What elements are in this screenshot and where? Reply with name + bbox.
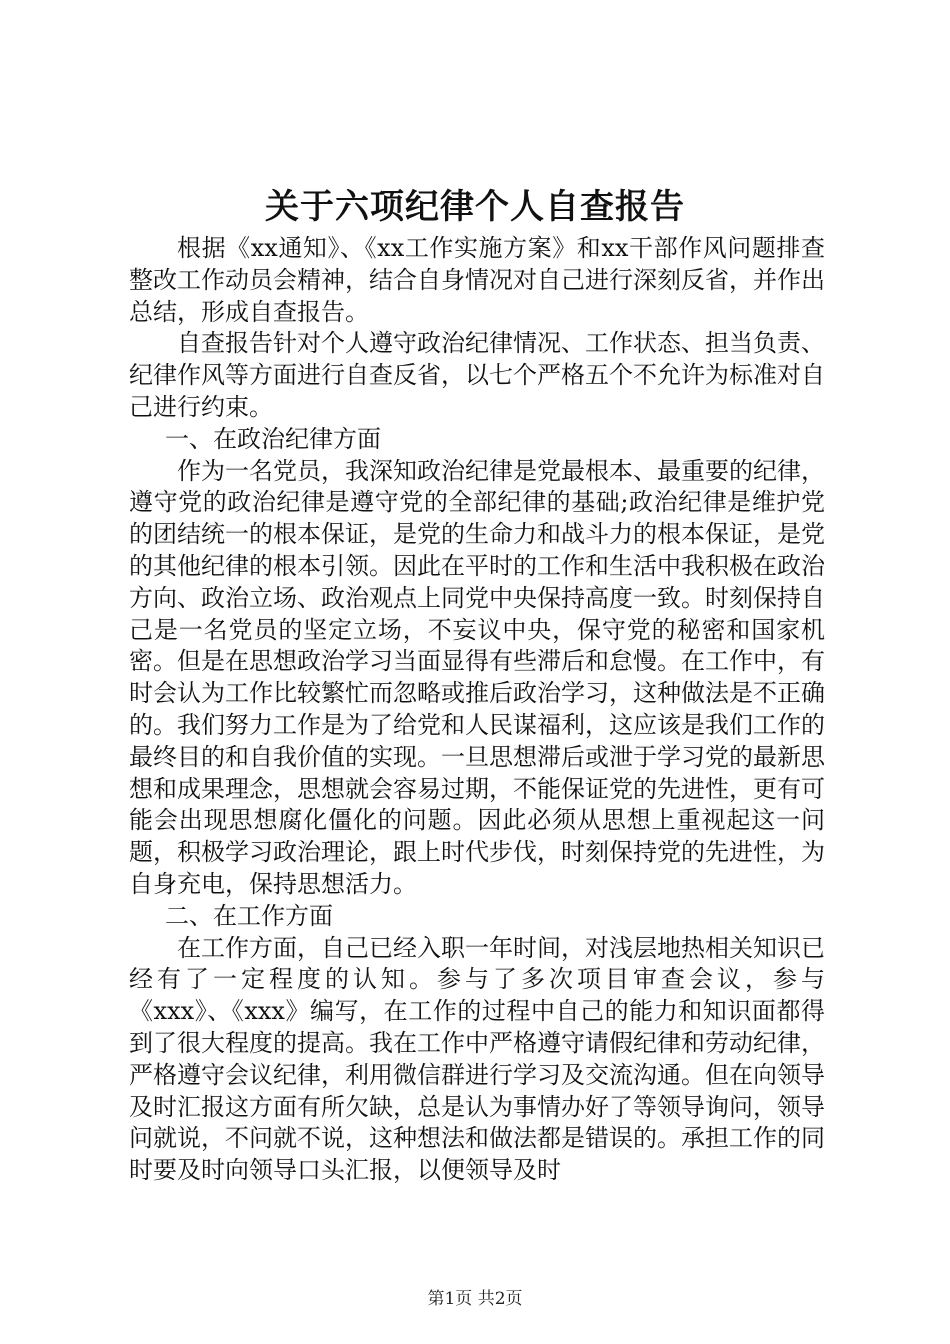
paragraph-political: 作为一名党员，我深知政治纪律是党最根本、最重要的纪律，遵守党的政治纪律是遵守党的全部纪律的基础;政治纪律是维护党的团结统一的根本保证，是党的生命力和战斗力的根本保证，是党的其他纪律的根本引领。因此在平时的工作和生活中我积极在政治方向、政治立场、政治观点上同党中央保持高度一致。时刻保持自己是一名党员的坚定立场，不妄议中央，保守党的秘密和国家机密。但是在思想政治学习当面显得有些滞后和怠慢。在工作中，有时会认为工作比较繁忙而忽略或推后政治学习，这种做法是不正确的。我们努力工作是为了给党和人民谋福利，这应该是我们工作的最终目的和自我价值的实现。一旦思想滞后或泄于学习党的最新思想和成果理念，思想就会容易过期，不能保证党的先进性，更有可能会出现思想腐化僵化的问题。因此必须从思想上重视起这一问题，积极学习政治理论，跟上时代步伐，时刻保持党的先进性，为自身充电，保持思想活力。 bbox=[129, 456, 825, 898]
document-title: 关于六项纪律个人自查报告 bbox=[265, 187, 685, 227]
section-heading-work: 二、在工作方面 bbox=[165, 901, 333, 930]
section-heading-political: 一、在政治纪律方面 bbox=[165, 424, 381, 453]
paragraph-scope: 自查报告针对个人遵守政治纪律情况、工作状态、担当负责、纪律作风等方面进行自查反省，以七个严格五个不允许为标准对自己进行约束。 bbox=[129, 329, 825, 421]
page-footer: 第1页 共2页 bbox=[427, 1289, 523, 1309]
paragraph-work: 在工作方面，自己已经入职一年时间，对浅层地热相关知识已经有了一定程度的认知。参与了多次项目审查会议，参与《xxx》、《xxx》编写，在工作的过程中自己的能力和知识面都得到了很大程度的提高。我在工作中严格遵守请假纪律和劳动纪律，严格遵守会议纪律，利用微信群进行学习及交流沟通。但在向领导及时汇报这方面有所欠缺，总是认为事情办好了等领导询问，领导问就说，不问就不说，这种想法和做法都是错误的。承担工作的同时要及时向领导口头汇报，以便领导及时 bbox=[129, 933, 825, 1185]
document-body bbox=[129, 233, 825, 1187]
paragraph-intro: 根据《xx通知》、《xx工作实施方案》和xx干部作风问题排查整改工作动员会精神，结合自身情况对自己进行深刻反省，并作出总结，形成自查报告。 bbox=[129, 234, 825, 326]
